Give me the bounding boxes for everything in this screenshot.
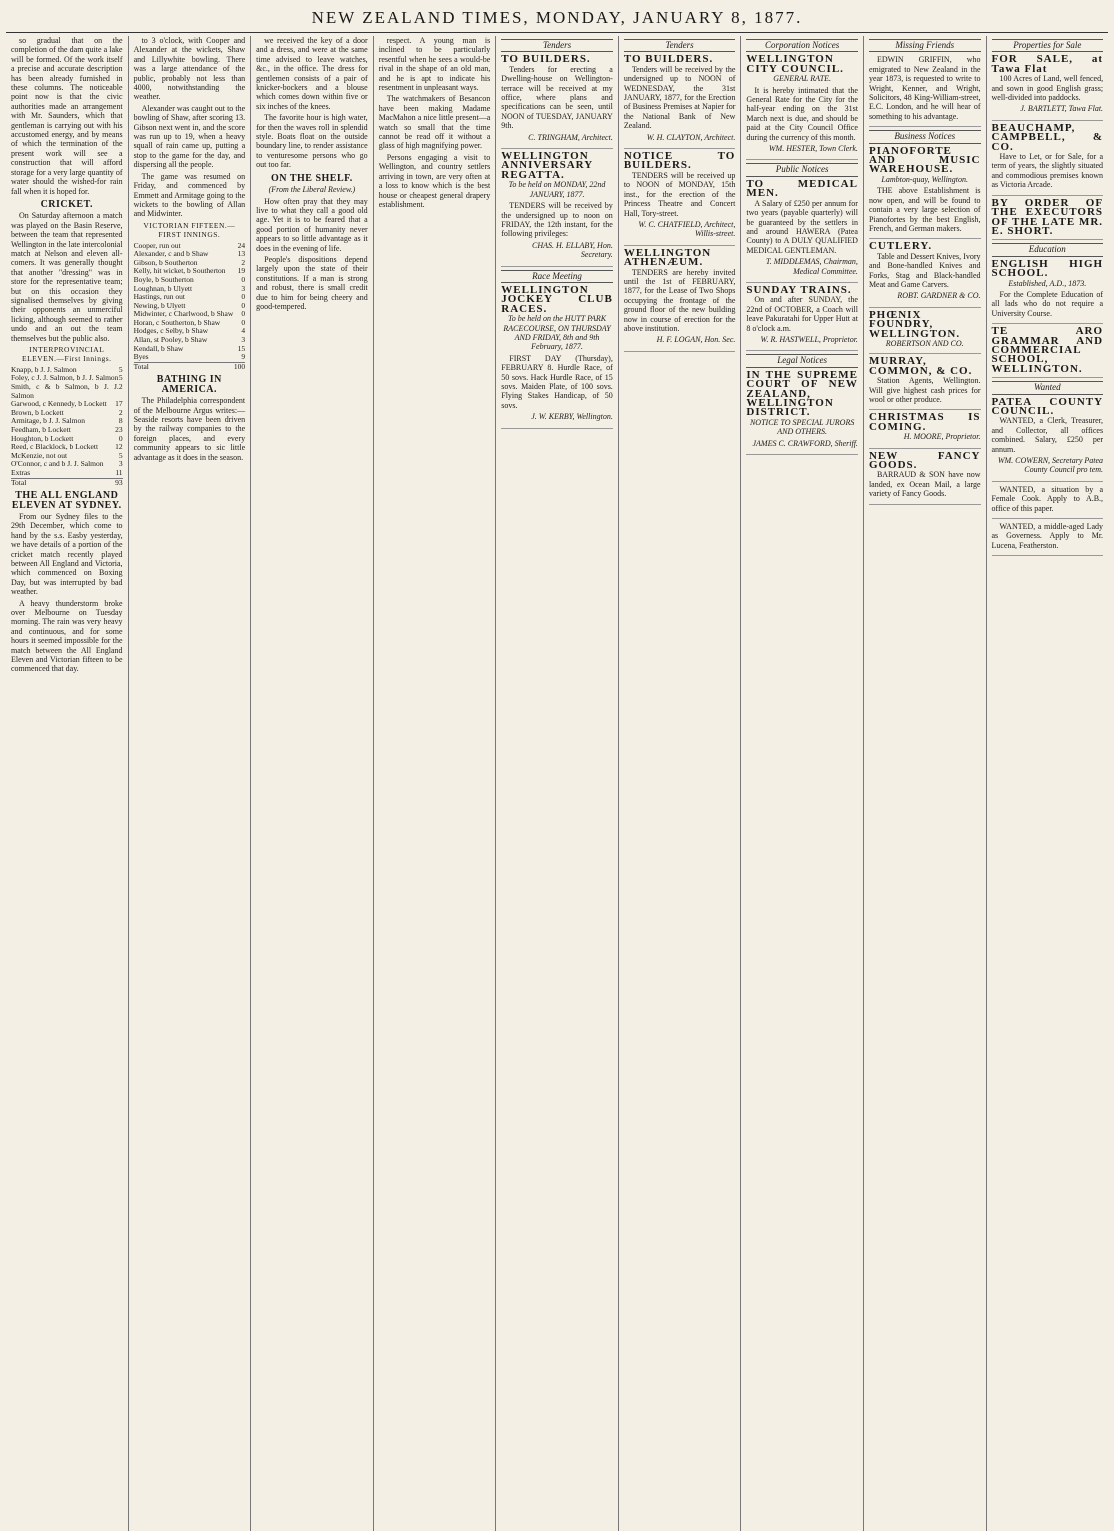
- ad-body: TENDERS are hereby invited until the 1st of FEBRUARY, 1877, for the Lease of Two Shops occupying the frontage of the ground floor of the new building now in course of erection for the above institution.: [623, 267, 736, 333]
- ad-lead: WELLINGTON JOCKEY CLUB RACES.: [501, 283, 613, 315]
- batsman-runs: 13: [237, 249, 246, 259]
- batsman-name: Kelly, hit wicket, b Southerton: [133, 266, 226, 276]
- batsman-name: Kendall, b Shaw: [133, 343, 184, 353]
- score-row: [134, 345, 246, 354]
- ad-sub: Established, A.D., 1873.: [1008, 278, 1087, 288]
- ad-sub: To be held on the HUTT PARK RACECOURSE, ON THURSDAY AND FRIDAY, 8th and 9th February, 1877.: [503, 314, 611, 352]
- section-heading: Tenders: [624, 39, 736, 52]
- score-table-title: INTERPROVINCIAL ELEVEN.—First Innings.: [22, 345, 112, 364]
- total-label: Total: [133, 361, 149, 371]
- column-6: [619, 36, 742, 1531]
- batsman-runs: 0: [241, 317, 246, 327]
- masthead-rule: [6, 32, 1108, 33]
- batsman-name: Allan, st Pooley, b Shaw: [133, 335, 208, 345]
- advertisement: [624, 55, 736, 149]
- article-paragraph: Persons engaging a visit to Wellington, and country settlers arriving in town, are very often at a loss to know which is the best house or cheapest general drapery establishment.: [378, 152, 491, 209]
- batsman-runs: 2: [118, 407, 123, 417]
- batsman-name: Boyle, b Southerton: [133, 274, 194, 284]
- ad-signature: J. BARTLETT, Tawa Flat.: [1020, 104, 1104, 114]
- advertisement: [746, 177, 858, 283]
- ad-lead: IN THE SUPREME COURT OF NEW ZEALAND, WELLINGTON DISTRICT.: [746, 368, 858, 419]
- batsman-runs: 4: [241, 326, 246, 336]
- batsman-name: Loughnan, b Ulyett: [133, 283, 193, 293]
- ad-lead: TE ARO GRAMMAR AND COMMERCIAL SCHOOL, WELLINGTON.: [991, 325, 1104, 375]
- column-4: [374, 36, 497, 1531]
- batsman-name: Alexander, c and b Shaw: [133, 249, 209, 259]
- batsman-runs: 0: [241, 309, 246, 319]
- ad-sub: To be held on MONDAY, 22nd JANUARY, 1877.: [508, 180, 606, 199]
- ad-lead: BY ORDER OF THE EXECUTORS OF THE LATE MR. E. SHORT.: [991, 196, 1104, 237]
- advertisement: [992, 485, 1104, 519]
- section-heading: Race Meeting: [501, 270, 613, 283]
- batsman-name: Horan, c Southerton, b Shaw: [133, 317, 221, 327]
- ad-lead: WELLINGTON ANNIVERSARY REGATTA.: [501, 150, 594, 181]
- score-total: [134, 362, 246, 372]
- batsman-name: Knapp, b J. J. Salmon: [11, 364, 77, 374]
- batsman-runs: 2: [241, 257, 246, 267]
- ad-signature: W. H. CLAYTON, Architect.: [646, 132, 736, 142]
- ad-lead: TO BUILDERS.: [501, 53, 591, 66]
- ad-sub: Lambton-quay, Wellington.: [881, 174, 969, 184]
- article-paragraph: A heavy thunderstorm broke over Melbourne on Tuesday morning. The rain was very heavy and continuous, and for some hours it seemed impossible for the match between the All England Eleven and Victorian fifteen to be commenced that day.: [11, 598, 123, 674]
- ad-signature: JAMES C. CRAWFORD, Sheriff.: [752, 438, 858, 448]
- ad-lead: FOR SALE, at Tawa Flat: [991, 53, 1104, 75]
- article-heading: CRICKET.: [40, 198, 93, 210]
- article-paragraph: People's dispositions depend largely upon the state of their constitutions. If a man is strong and robust, there is small credit due to him for being cheery and good-tempered.: [256, 254, 368, 311]
- section-heading: Education: [992, 243, 1104, 256]
- section-heading: Properties for Sale: [992, 39, 1104, 52]
- ad-body: WANTED, a situation by a Female Cook. Apply to A.B., office of this paper.: [991, 484, 1104, 513]
- advertisement: [746, 283, 858, 351]
- ad-body: EDWIN GRIFFIN, who emigrated to New Zealand in the year 1873, is requested to write to Wright, Kenner, and Wright, Solicitors, 48 King-William-street, E.C. London, and he will hear of something to his advantage.: [868, 55, 981, 121]
- ad-body: TENDERS will be received up to NOON of MONDAY, 15th inst., for the erection of the Princess Theatre and Concert Hall, Tory-street.: [623, 170, 736, 218]
- article-paragraph: The watchmakers of Besancon have been making Madame MacMahon a nice little present—a watch so small that the time cannot be read off it without a glass of high magnifying power.: [378, 94, 491, 151]
- section-heading: Legal Notices: [746, 354, 858, 367]
- ad-lead: WELLINGTON ATHENÆUM.: [623, 246, 712, 269]
- advertisement: [746, 368, 858, 455]
- ad-body: Have to Let, or for Sale, for a term of years, the slightly situated and commodious premises known as Victoria Arcade.: [991, 152, 1104, 190]
- advertisement: [869, 357, 981, 410]
- advertisement: [991, 395, 1104, 482]
- ad-body: Tenders will be received by the undersigned up to NOON of WEDNESDAY, the 31st JANUARY, 1877, for the Erection of Business Premises at Napier for the National Bank of New Zealand.: [623, 64, 736, 131]
- advertisement: [992, 55, 1104, 120]
- batsman-name: Cooper, run out: [133, 240, 181, 250]
- column-8: [864, 36, 987, 1531]
- ad-signature: CHAS. H. ELLABY, Hon. Secretary.: [531, 240, 613, 260]
- advertisement: [992, 327, 1104, 378]
- advertisement: [991, 196, 1104, 241]
- article-paragraph: so gradual that on the completion of the dam quite a lake will be formed. Of the work itself a precise and accurate description has been already furnished in these columns. The noticeable point now is that the civic authorities made an arrangement with Mr. Saunders, which that gentleman is carrying out with his accustomed energy, and by means of which the termination of the present work will see a construction that will afford storage for a very large quantity of water should the wished-for rain fall when it is hoped for.: [11, 36, 123, 196]
- article-paragraph: to 3 o'clock, with Cooper and Alexander at the wickets, Shaw and Lillywhite bowling. There was a large attendance of the public, probably not less than 4000, notwithstanding the weather.: [133, 36, 246, 102]
- advertisement: [991, 257, 1104, 324]
- advertisement: [624, 152, 736, 246]
- article-paragraph: The Philadelphia correspondent of the Melbourne Argus writes:—Seaside resorts have been driven by the railway companies to the foreign places, and every community appears to sic little advantage as it does in the season.: [133, 396, 246, 462]
- batsman-name: Midwinter, c Charlwood, b Shaw: [133, 309, 234, 319]
- ad-lead: WELLINGTON CITY COUNCIL.: [746, 53, 844, 75]
- ad-body: A Salary of £250 per annum for two years (payable quarterly) will be guaranteed by the settlers in and around HAWERA (Patea County) to A DULY QUALIFIED MEDICAL GENTLEMAN.: [746, 198, 858, 255]
- ad-lead: PIANOFORTE AND MUSIC WAREHOUSE.: [868, 144, 981, 176]
- score-row: [11, 469, 123, 478]
- column-3: [251, 36, 374, 1531]
- column-9: [987, 36, 1109, 1531]
- batsman-runs: 3: [118, 459, 123, 469]
- article-paragraph: The game was resumed on Friday, and commenced by Emmett and Armitage going to the wickets to the bowling of Allan and Midwinter.: [133, 171, 246, 219]
- batsman-runs: 0: [118, 433, 123, 443]
- article-paragraph: we received the key of a door and a dress, and were at the same time advised to leave watches, &c., in the office. The dress for gentlemen consists of a pair of knicker-bockers and a blouse which comes down within five or six inches of the knees.: [256, 36, 368, 111]
- batsman-name: Brown, b Lockett: [11, 407, 64, 417]
- advertisement: [869, 55, 981, 127]
- batsman-name: Hastings, run out: [133, 292, 186, 302]
- columns: [6, 36, 1108, 1531]
- advertisement: [992, 522, 1104, 556]
- ad-signature: W. C. CHATFIELD, Architect, Willis-street.: [638, 219, 736, 239]
- batsman-name: McKenzie, not out: [11, 450, 68, 460]
- ad-lead: PHŒNIX FOUNDRY, WELLINGTON.: [868, 308, 961, 340]
- ad-lead: CHRISTMAS IS COMING.: [868, 411, 981, 433]
- batsman-name: Byes: [133, 352, 149, 362]
- batsman-name: Smith, c & b Salmon, b J. J. Salmon: [11, 382, 119, 400]
- column-1: [6, 36, 129, 1531]
- ad-lead: MURRAY, COMMON, & CO.: [868, 355, 973, 377]
- batsman-name: Hodges, c Selby, b Shaw: [133, 326, 209, 336]
- ad-body: Table and Dessert Knives, Ivory and Bone-handled Knives and Forks, Stag and Black-handled Meat and Game Carvers.: [868, 251, 981, 289]
- section-heading: Wanted: [992, 381, 1104, 394]
- ad-signature: H. MOORE, Proprietor.: [903, 432, 981, 442]
- score-table: [134, 242, 246, 372]
- batsman-runs: 3: [241, 335, 246, 345]
- column-2: [129, 36, 252, 1531]
- batsman-runs: 3: [241, 283, 246, 293]
- batsman-runs: 0: [241, 300, 246, 310]
- advertisement: [868, 144, 981, 240]
- batsman-name: Newing, b Ulyett: [133, 300, 186, 310]
- article-heading: ON THE SHELF.: [271, 172, 353, 184]
- column-7: [741, 36, 864, 1531]
- ad-body: It is hereby intimated that the General Rate for the City for the half-year ending on the 31st March next is due, and should be paid at the City Council Office during the currency of this month.: [746, 85, 858, 142]
- batsman-name: Houghton, b Lockett: [11, 433, 74, 443]
- batsman-name: Garwood, c Kennedy, b Lockett: [11, 399, 107, 409]
- ad-body: WANTED, a middle-aged Lady as Governess. Apply to Mr. Lucena, Featherston.: [991, 522, 1104, 550]
- masthead: NEW ZEALAND TIMES, MONDAY, JANUARY 8, 1877.: [311, 8, 803, 27]
- ad-lead: TO BUILDERS.: [623, 53, 714, 66]
- ad-signature: W. R. HASTWELL, Proprietor.: [760, 334, 858, 344]
- total-runs: 100: [233, 361, 246, 371]
- ad-signature: WM. COWERN, Secretary Patea County Council pro tem.: [997, 456, 1104, 475]
- score-table-title: VICTORIAN FIFTEEN.—FIRST INNINGS.: [143, 220, 236, 240]
- article-source: (From the Liberal Review.): [268, 185, 356, 195]
- ad-body: Station Agents, Wellington. Will give highest cash prices for wool or other produce.: [868, 376, 981, 404]
- ad-sub: NOTICE TO SPECIAL JURORS AND OTHERS.: [749, 417, 855, 437]
- advertisement: [623, 246, 736, 352]
- section-heading: Business Notices: [869, 130, 981, 143]
- article-paragraph: respect. A young man is inclined to be particularly resentful when he sees a would-be rival in the shape of an old man, and he is apt to indicate his resentment in unpleasant ways.: [378, 36, 491, 93]
- batsman-runs: 8: [118, 416, 123, 426]
- section-heading: Public Notices: [746, 163, 858, 176]
- ad-signature: ROBT. GARDNER & CO.: [897, 291, 981, 301]
- batsman-name: Armitage, b J. J. Salmon: [11, 416, 85, 426]
- advertisement: [868, 449, 981, 505]
- batsman-runs: 11: [115, 467, 123, 477]
- ad-body: Tenders for erecting a Dwelling-house on Wellington-terrace will be received at my office, where plans and specifications can be seen, until NOON of TUESDAY, JANUARY 9th.: [501, 64, 613, 131]
- advertisement: [868, 308, 981, 355]
- score-row: [134, 353, 246, 362]
- total-label: Total: [11, 477, 27, 487]
- batsman-name: Reed, c Blacklock, b Lockett: [11, 442, 99, 452]
- batsman-runs: 0: [241, 274, 246, 284]
- advertisement: [991, 121, 1104, 196]
- section-heading: Missing Friends: [869, 39, 981, 52]
- ad-body: FIRST DAY (Thursday), FEBRUARY 8. Hurdle Race, of 50 sovs. Hack Hurdle Race, of 15 sovs. Maiden Plate, of 100 sovs. Flying Stakes Handicap, of 50 sovs.: [501, 353, 613, 410]
- ad-lead: TO MEDICAL MEN.: [746, 177, 858, 200]
- article-paragraph: On Saturday afternoon a match was played on the Basin Reserve, between the team that represented Wellington in the late intercolonial match at Nelson and eleven all-comers. It was generally thought that another "dressing" was in store for the representative team; but on this occasion they signalised themselves by giving their opponents an unmerciful licking, although seemed to rather undo and an out the team themselves but the public also.: [11, 211, 123, 343]
- article-paragraph: How often pray that they may live to what they call a good old age. Yet it is to be feared that a good portion of humanity never appears to so little advantage as it does in the evening of life.: [256, 196, 368, 253]
- batsman-runs: 9: [241, 352, 246, 362]
- batsman-runs: 5: [118, 450, 123, 460]
- ad-signature: C. TRINGHAM, Architect.: [528, 132, 613, 142]
- batsman-runs: 2: [118, 382, 123, 391]
- batsman-runs: 24: [237, 240, 246, 250]
- article-heading: THE ALL ENGLAND ELEVEN AT SYDNEY.: [11, 490, 122, 511]
- ad-lead: CUTLERY.: [868, 240, 933, 253]
- article-paragraph: Alexander was caught out to the bowling of Shaw, after scoring 13. Gibson next went in, and the score was run up to 19, when a heavy squall of rain came up, putting a stop to the game for the day, and dispersing all the people.: [133, 103, 246, 170]
- ad-lead: BEAUCHAMP, CAMPBELL, & CO.: [991, 121, 1104, 153]
- batsman-name: O'Connor, c and b J. J. Salmon: [11, 459, 104, 469]
- ad-lead: ENGLISH HIGH SCHOOL.: [991, 257, 1104, 280]
- ad-signature: WM. HESTER, Town Clerk.: [768, 144, 858, 154]
- ad-sub: GENERAL RATE.: [773, 74, 832, 84]
- ad-body: 100 Acres of Land, well fenced, and sown in good English grass; well-divided into paddocks.: [991, 74, 1104, 103]
- batsman-runs: 0: [241, 292, 246, 302]
- ad-body: THE above Establishment is now open, and will be found to contain a very large selection of Pianofortes by the best English, French, and German makers.: [868, 186, 981, 233]
- ad-lead: NOTICE TO BUILDERS.: [623, 150, 736, 172]
- score-table: [11, 366, 123, 487]
- batsman-runs: 19: [237, 266, 246, 276]
- batsman-name: Gibson, b Southerton: [133, 257, 198, 267]
- batsman-runs: 17: [115, 399, 123, 409]
- advertisement: [501, 55, 613, 149]
- ad-body: On and after SUNDAY, the 22nd of OCTOBER, a Coach will leave Pakuratahi for Upper Hutt at 8 o'clock a.m.: [746, 295, 858, 333]
- total-runs: 93: [115, 477, 123, 487]
- ad-lead: SUNDAY TRAINS.: [746, 283, 852, 296]
- ad-body: For the Complete Education of all lads who do not require a University Course.: [991, 289, 1104, 318]
- ad-lead: PATEA COUNTY COUNCIL.: [991, 395, 1104, 417]
- ad-signature: J. W. KERBY, Wellington.: [531, 412, 613, 422]
- ad-signature: H. F. LOGAN, Hon. Sec.: [656, 335, 736, 345]
- section-heading: Corporation Notices: [746, 39, 858, 52]
- article-paragraph: The favorite hour is high water, for then the waves roll in splendid style. Boats float on the outside boundary line, to render assistance to venturesome persons who go out too far.: [256, 113, 368, 170]
- ad-signature: T. MIDDLEMAS, Chairman, Medical Committee.: [765, 257, 858, 276]
- ad-sub: ROBERTSON AND CO.: [885, 338, 964, 348]
- advertisement: [869, 242, 981, 307]
- batsman-runs: 12: [115, 442, 123, 452]
- column-5: [496, 36, 619, 1531]
- batsman-name: Extras: [11, 467, 31, 477]
- ad-body: BARRAUD & SON have now landed, ex Ocean Mail, a large variety of Fancy Goods.: [868, 470, 981, 499]
- advertisement: [501, 152, 613, 266]
- section-heading: Tenders: [501, 39, 613, 52]
- batsman-runs: 5: [118, 364, 123, 374]
- batsman-runs: 15: [237, 343, 246, 353]
- batsman-runs: 23: [115, 424, 123, 434]
- batsman-name: Feedham, b Lockett: [11, 424, 71, 434]
- ad-body: TENDERS will be received by the undersigned up to noon on FRIDAY, the 12th instant, for the following privileges:: [501, 201, 613, 239]
- advertisement: [869, 413, 981, 448]
- batsman-runs: 5: [118, 373, 123, 383]
- article-paragraph: From our Sydney files to the 29th December, which come to hand by the s.s. Easby yesterday, we have details of a portion of the cricket match recently played between All England and Victoria, which commenced on Boxing Day, but was interrupted by bad weather.: [11, 511, 123, 597]
- ad-lead: NEW FANCY GOODS.: [868, 449, 981, 472]
- advertisement: [746, 55, 858, 160]
- batsman-name: Foley, c J. J. Salmon, b J. J. Salmon: [11, 373, 119, 383]
- score-total: [11, 478, 123, 488]
- ad-body: WANTED, a Clerk, Treasurer, and Collector, all offices combined. Salary, £250 per annum.: [991, 416, 1104, 454]
- advertisement: [501, 283, 613, 429]
- article-heading: BATHING IN AMERICA.: [156, 374, 222, 395]
- score-row: [11, 383, 123, 400]
